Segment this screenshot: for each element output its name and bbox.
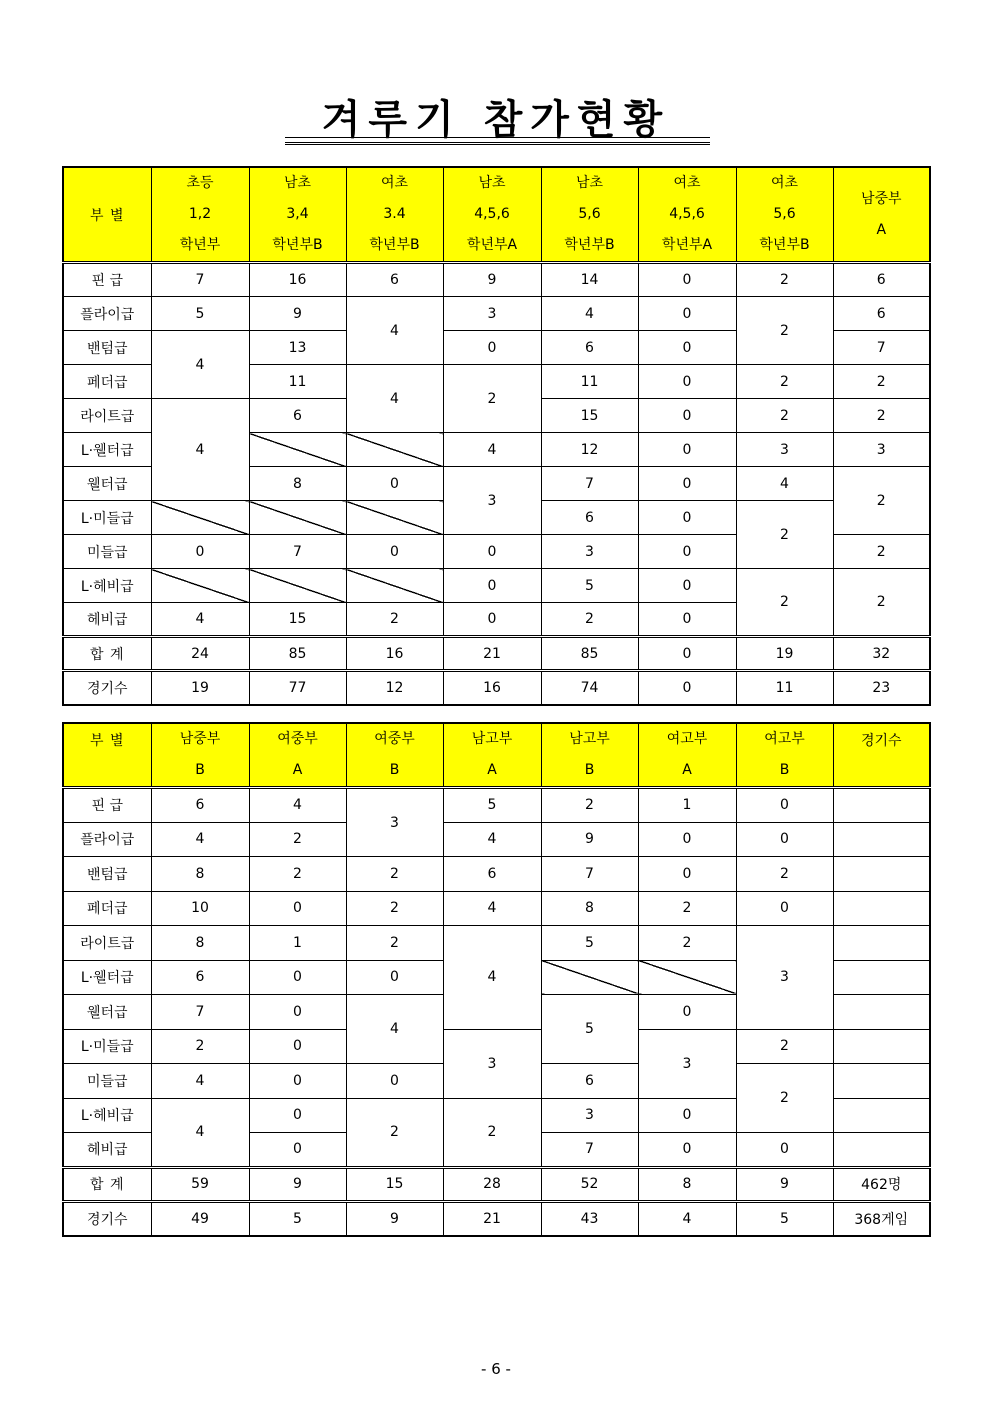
cell: 7	[151, 995, 249, 1030]
empty-cell	[833, 995, 930, 1030]
games-cell: 49	[151, 1202, 249, 1237]
cell: 3	[736, 433, 833, 467]
cell: 3	[443, 467, 541, 535]
cell: 0	[346, 960, 443, 995]
cell: 11	[249, 365, 346, 399]
games-cell: 74	[541, 671, 638, 705]
header-col: 남초 5,6 학년부B	[541, 167, 638, 263]
cell: 0	[443, 569, 541, 603]
header-col: 초등 1,2 학년부	[151, 167, 249, 263]
empty-cell	[833, 1064, 930, 1099]
cell: 6	[541, 331, 638, 365]
cell: 2	[736, 569, 833, 637]
games-cell: 12	[346, 671, 443, 705]
sum-cell: 28	[443, 1167, 541, 1202]
cell: 4	[443, 926, 541, 1030]
cell: 0	[638, 399, 736, 433]
cell: 0	[638, 569, 736, 603]
cell: 4	[346, 995, 443, 1064]
cell: 7	[541, 857, 638, 892]
cell: 2	[346, 603, 443, 637]
cell: 0	[249, 960, 346, 995]
empty-cell	[249, 433, 346, 467]
cell: 2	[249, 857, 346, 892]
row-label: 라이트급	[63, 399, 151, 433]
row-label: 미들급	[63, 1064, 151, 1099]
header-col: 여중부 A	[249, 723, 346, 788]
table-row	[63, 1029, 930, 1064]
games-cell: 9	[346, 1202, 443, 1237]
cell: 7	[249, 535, 346, 569]
empty-cell	[833, 822, 930, 857]
cell: 4	[443, 891, 541, 926]
row-label: 밴텀급	[63, 857, 151, 892]
empty-cell	[151, 501, 249, 535]
cell: 2	[833, 399, 930, 433]
row-label: 핀 급	[63, 263, 151, 297]
row-label: 합 계	[63, 1167, 151, 1202]
title-underline	[285, 137, 710, 143]
row-label: 웰터급	[63, 995, 151, 1030]
empty-cell	[638, 960, 736, 995]
cell: 2	[736, 501, 833, 569]
cell: 6	[833, 263, 930, 297]
cell: 0	[151, 535, 249, 569]
cell: 4	[346, 297, 443, 365]
cell: 5	[151, 297, 249, 331]
cell: 5	[541, 995, 638, 1064]
games-cell: 0	[638, 671, 736, 705]
cell: 2	[346, 926, 443, 961]
row-label: 라이트급	[63, 926, 151, 961]
cell: 8	[249, 467, 346, 501]
cell: 0	[736, 891, 833, 926]
cell: 8	[151, 857, 249, 892]
cell: 2	[833, 365, 930, 399]
cell: 6	[151, 788, 249, 823]
cell: 16	[249, 263, 346, 297]
cell: 0	[638, 822, 736, 857]
cell: 2	[541, 603, 638, 637]
cell: 0	[346, 1064, 443, 1099]
header-col: 여고부 A	[638, 723, 736, 788]
games-cell: 4	[638, 1202, 736, 1237]
empty-cell	[346, 433, 443, 467]
cell: 0	[443, 331, 541, 365]
cell: 4	[346, 365, 443, 433]
cell: 5	[541, 569, 638, 603]
empty-cell	[249, 501, 346, 535]
table-row	[63, 857, 930, 892]
cell: 11	[541, 365, 638, 399]
cell: 7	[833, 331, 930, 365]
cell: 0	[443, 535, 541, 569]
table-row	[63, 569, 930, 603]
empty-cell	[833, 1133, 930, 1168]
cell: 3	[346, 788, 443, 857]
cell: 1	[249, 926, 346, 961]
cell: 6	[443, 857, 541, 892]
cell: 3	[541, 1098, 638, 1133]
row-label: L·웰터급	[63, 960, 151, 995]
empty-cell	[833, 1098, 930, 1133]
cell: 2	[833, 535, 930, 569]
cell: 2	[443, 1098, 541, 1167]
row-label: 밴텀급	[63, 331, 151, 365]
cell: 9	[249, 297, 346, 331]
sum-cell: 85	[541, 637, 638, 671]
header-col: 여초 5,6 학년부B	[736, 167, 833, 263]
cell: 0	[249, 995, 346, 1030]
cell: 0	[249, 1029, 346, 1064]
empty-cell	[833, 891, 930, 926]
header-col: 남초 4,5,6 학년부A	[443, 167, 541, 263]
empty-cell	[346, 569, 443, 603]
table-row	[63, 263, 930, 297]
games-row	[63, 1202, 930, 1237]
page-title: 겨루기 참가현황	[321, 97, 671, 143]
header-col: 남고부 B	[541, 723, 638, 788]
header-col: 경기수	[833, 723, 930, 788]
cell: 2	[736, 399, 833, 433]
cell: 0	[638, 1098, 736, 1133]
table-row	[63, 822, 930, 857]
cell: 1	[638, 788, 736, 823]
cell: 6	[151, 960, 249, 995]
row-label: 경기수	[63, 671, 151, 705]
cell: 0	[638, 501, 736, 535]
cell: 2	[833, 467, 930, 535]
sum-cell: 52	[541, 1167, 638, 1202]
cell: 0	[638, 297, 736, 331]
row-label: 페더급	[63, 365, 151, 399]
cell: 6	[541, 1064, 638, 1099]
sum-row	[63, 1167, 930, 1202]
cell: 9	[541, 822, 638, 857]
cell: 2	[736, 297, 833, 365]
cell: 4	[151, 603, 249, 637]
sum-cell: 85	[249, 637, 346, 671]
sum-row	[63, 637, 930, 671]
sum-cell: 15	[346, 1167, 443, 1202]
header-col: 여초 4,5,6 학년부A	[638, 167, 736, 263]
cell: 3	[443, 1029, 541, 1098]
cell: 0	[249, 1064, 346, 1099]
header-row	[63, 167, 930, 263]
cell: 4	[151, 331, 249, 399]
games-cell: 16	[443, 671, 541, 705]
cell: 4	[151, 1064, 249, 1099]
table-middle-high	[62, 722, 931, 1237]
cell: 15	[541, 399, 638, 433]
cell: 6	[541, 501, 638, 535]
row-label: L·웰터급	[63, 433, 151, 467]
cell: 0	[736, 788, 833, 823]
cell: 2	[736, 365, 833, 399]
header-col: 여고부 B	[736, 723, 833, 788]
row-label: 웰터급	[63, 467, 151, 501]
cell: 0	[443, 603, 541, 637]
table-row	[63, 788, 930, 823]
cell: 4	[443, 433, 541, 467]
cell: 10	[151, 891, 249, 926]
row-label: 헤비급	[63, 1133, 151, 1168]
cell: 12	[541, 433, 638, 467]
cell: 3	[638, 1029, 736, 1098]
empty-cell	[151, 569, 249, 603]
cell: 2	[346, 857, 443, 892]
cell: 0	[638, 467, 736, 501]
cell: 7	[541, 1133, 638, 1168]
row-label: 페더급	[63, 891, 151, 926]
sum-cell: 24	[151, 637, 249, 671]
cell: 4	[151, 1098, 249, 1167]
cell: 0	[638, 331, 736, 365]
cell: 4	[541, 297, 638, 331]
cell: 0	[249, 891, 346, 926]
cell: 2	[736, 263, 833, 297]
header-col: 남중부 A	[833, 167, 930, 263]
cell: 3	[541, 535, 638, 569]
cell: 6	[833, 297, 930, 331]
row-label: L·미들급	[63, 1029, 151, 1064]
cell: 4	[443, 822, 541, 857]
row-label: 경기수	[63, 1202, 151, 1237]
cell: 0	[736, 1133, 833, 1168]
cell: 0	[249, 1133, 346, 1168]
row-label: L·미들급	[63, 501, 151, 535]
sum-cell: 16	[346, 637, 443, 671]
cell: 0	[736, 822, 833, 857]
page-number: - 6 -	[481, 1360, 511, 1378]
games-cell: 368게임	[833, 1202, 930, 1237]
cell: 0	[638, 365, 736, 399]
cell: 0	[638, 995, 736, 1030]
cell: 2	[541, 788, 638, 823]
games-cell: 77	[249, 671, 346, 705]
sum-cell: 9	[736, 1167, 833, 1202]
sum-cell: 32	[833, 637, 930, 671]
sum-cell: 462명	[833, 1167, 930, 1202]
cell: 13	[249, 331, 346, 365]
cell: 14	[541, 263, 638, 297]
cell: 2	[736, 857, 833, 892]
header-label: 부 별	[63, 723, 151, 788]
cell: 7	[151, 263, 249, 297]
cell: 3	[833, 433, 930, 467]
header-col: 여초 3.4 학년부B	[346, 167, 443, 263]
sum-cell: 59	[151, 1167, 249, 1202]
table-row	[63, 891, 930, 926]
row-label: 핀 급	[63, 788, 151, 823]
row-label: L·헤비급	[63, 569, 151, 603]
header-label: 부 별	[63, 167, 151, 263]
row-label: L·헤비급	[63, 1098, 151, 1133]
table-elementary-middle	[62, 166, 931, 706]
cell: 2	[346, 1098, 443, 1167]
empty-cell	[346, 501, 443, 535]
row-label: 미들급	[63, 535, 151, 569]
row-label: 합 계	[63, 637, 151, 671]
cell: 6	[346, 263, 443, 297]
empty-cell	[833, 926, 930, 961]
empty-cell	[249, 569, 346, 603]
cell: 6	[249, 399, 346, 433]
sum-cell: 8	[638, 1167, 736, 1202]
empty-cell	[833, 788, 930, 823]
cell: 0	[638, 263, 736, 297]
sum-cell: 21	[443, 637, 541, 671]
cell: 4	[736, 467, 833, 501]
cell: 0	[638, 433, 736, 467]
games-cell: 5	[736, 1202, 833, 1237]
sum-cell: 0	[638, 637, 736, 671]
row-label: 플라이급	[63, 822, 151, 857]
cell: 0	[638, 1133, 736, 1168]
games-cell: 23	[833, 671, 930, 705]
cell: 2	[638, 891, 736, 926]
cell: 0	[638, 603, 736, 637]
games-cell: 43	[541, 1202, 638, 1237]
empty-cell	[541, 960, 638, 995]
games-row	[63, 671, 930, 705]
cell: 4	[249, 788, 346, 823]
row-label: 플라이급	[63, 297, 151, 331]
cell: 2	[638, 926, 736, 961]
games-cell: 19	[151, 671, 249, 705]
cell: 0	[638, 857, 736, 892]
empty-cell	[833, 1029, 930, 1064]
cell: 0	[346, 535, 443, 569]
sum-cell: 9	[249, 1167, 346, 1202]
header-col: 여중부 B	[346, 723, 443, 788]
cell: 2	[443, 365, 541, 433]
cell: 2	[736, 1029, 833, 1064]
cell: 2	[346, 891, 443, 926]
cell: 8	[151, 926, 249, 961]
table-row	[63, 926, 930, 961]
cell: 5	[443, 788, 541, 823]
cell: 2	[249, 822, 346, 857]
sum-cell: 19	[736, 637, 833, 671]
header-row	[63, 723, 930, 788]
games-cell: 21	[443, 1202, 541, 1237]
cell: 0	[249, 1098, 346, 1133]
header-col: 남중부 B	[151, 723, 249, 788]
header-col: 남초 3,4 학년부B	[249, 167, 346, 263]
cell: 3	[736, 926, 833, 1030]
cell: 9	[443, 263, 541, 297]
cell: 3	[443, 297, 541, 331]
empty-cell	[833, 857, 930, 892]
empty-cell	[833, 960, 930, 995]
cell: 4	[151, 822, 249, 857]
cell: 2	[833, 569, 930, 637]
header-col: 남고부 A	[443, 723, 541, 788]
cell: 4	[151, 399, 249, 501]
row-label: 헤비급	[63, 603, 151, 637]
games-cell: 11	[736, 671, 833, 705]
cell: 0	[346, 467, 443, 501]
cell: 7	[541, 467, 638, 501]
cell: 15	[249, 603, 346, 637]
games-cell: 5	[249, 1202, 346, 1237]
cell: 2	[151, 1029, 249, 1064]
cell: 0	[638, 535, 736, 569]
cell: 8	[541, 891, 638, 926]
table-row	[63, 297, 930, 331]
cell: 2	[736, 1064, 833, 1133]
cell: 5	[541, 926, 638, 961]
title-underline-2	[285, 144, 710, 145]
